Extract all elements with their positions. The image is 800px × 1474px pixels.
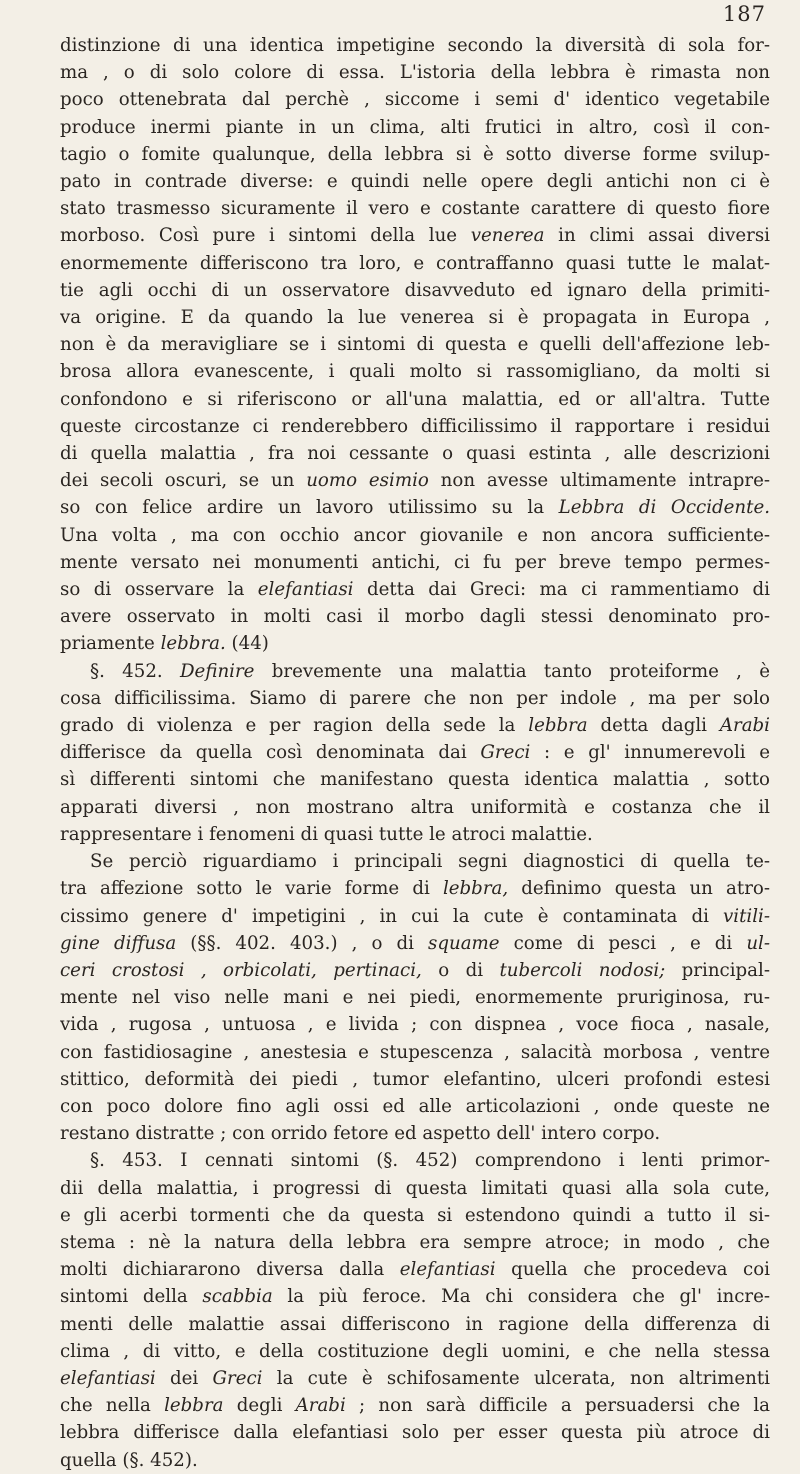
text-run: ma , o di solo colore di essa. L'istoria della lebbra è rimasta non	[60, 62, 770, 84]
text-run: differisce da quella così denominata dai	[60, 742, 481, 764]
text-line	[60, 59, 770, 86]
text-run: con poco dolore fino agli ossi ed alle articolazioni , onde queste ne	[60, 1095, 770, 1117]
text-line	[60, 1365, 770, 1392]
text-line	[60, 658, 770, 685]
text-line	[60, 304, 770, 331]
text-run: mente versato nei monumenti antichi, ci fu per breve tempo permes-	[60, 551, 770, 573]
italic-run: lebbra	[528, 715, 588, 737]
text-run: stato trasmesso sicuramente il vero e costante carattere di questo fiore	[60, 198, 770, 220]
text-run: non avesse ultimamente intrapre-	[428, 470, 770, 492]
text-run: e gli acerbi tormenti che da questa si estendono quindi a tutto il si-	[60, 1204, 770, 1226]
text-run: cissimo genere d' impetigini , in cui la cute è contaminata di	[60, 905, 723, 927]
text-run: la cute è schifosamente ulcerata, non altrimenti	[262, 1367, 770, 1389]
text-run: sì differenti sintomi che manifestano questa identica malattia , sotto	[60, 769, 770, 791]
text-line	[60, 984, 770, 1011]
text-line	[60, 250, 770, 277]
text-line	[60, 386, 770, 413]
text-line	[60, 277, 770, 304]
text-line	[60, 875, 770, 902]
text-run: enormemente differiscono tra loro, e contraffanno quasi tutte le malat-	[60, 252, 770, 274]
text-run: morboso. Così pure i sintomi della lue	[60, 225, 471, 247]
text-run: dei	[155, 1367, 213, 1389]
text-line	[60, 440, 770, 467]
text-run: dei secoli oscuri, se un	[60, 470, 307, 492]
text-run: produce inermi piante in un clima, alti frutici in altro, così il con-	[60, 116, 770, 138]
text-run: distinzione di una identica impetigine secondo la diversità di sola for-	[60, 35, 770, 56]
page-number: 187	[722, 2, 766, 26]
italic-run: lebbra	[164, 1395, 224, 1417]
text-line	[60, 522, 770, 549]
text-run: (§§. 402. 403.) , o di	[176, 932, 428, 954]
text-line	[60, 930, 770, 957]
text-line	[60, 1147, 770, 1174]
italic-run: Lebbra di Occidente.	[558, 497, 770, 519]
text-run: di quella malattia , fra noi cessante o quasi estinta , alle descrizioni	[60, 443, 770, 465]
italic-run: squame	[428, 932, 500, 954]
text-run: grado di violenza e per ragion della sede la	[60, 715, 529, 737]
text-run: apparati diversi , non mostrano altra uniformità e costanza che il	[60, 796, 770, 818]
text-run: quella (§. 452).	[60, 1449, 198, 1471]
text-line	[60, 712, 770, 739]
text-line	[60, 630, 770, 657]
text-run: tagio o fomite qualunque, della lebbra si è sotto diverse forme svilup-	[60, 143, 770, 165]
body-text	[60, 32, 770, 1474]
text-run: avere osservato in molti casi il morbo dagli stessi denominato pro-	[60, 606, 770, 628]
text-run: principal-	[665, 959, 770, 981]
italic-run: venerea	[470, 225, 545, 247]
text-line	[60, 168, 770, 195]
text-line	[60, 1202, 770, 1229]
italic-run: tubercoli nodosi;	[499, 959, 666, 981]
text-line	[60, 141, 770, 168]
text-run: rappresentare i fenomeni di quasi tutte le atroci malattie.	[60, 823, 593, 845]
text-run: mente nel viso nelle mani e nei piedi, enormemente pruriginosa, ru-	[60, 987, 770, 1009]
text-line	[60, 739, 770, 766]
text-line	[60, 1229, 770, 1256]
text-run: : e gl' innumerevoli e	[530, 742, 770, 764]
italic-run: Definire	[179, 660, 255, 682]
text-run: §. 452.	[90, 660, 180, 682]
text-line	[60, 1392, 770, 1419]
text-run: molti dichiararono diversa dalla	[60, 1259, 400, 1281]
text-line	[60, 794, 770, 821]
text-run: in climi assai diversi	[544, 225, 770, 247]
text-run: stittico, deformità dei piedi , tumor elefantino, ulceri profondi estesi	[60, 1068, 770, 1090]
text-line	[60, 32, 770, 59]
italic-run: elefantiasi	[399, 1259, 496, 1281]
text-line	[60, 1093, 770, 1120]
text-run: la più feroce. Ma chi considera che gl' incre-	[272, 1286, 770, 1308]
italic-run: Greci	[212, 1367, 263, 1389]
text-run: quella che procedeva coi	[495, 1259, 770, 1281]
text-run: pato in contrade diverse: e quindi nelle opere degli antichi non ci è	[60, 171, 770, 193]
text-line	[60, 1256, 770, 1283]
italic-run: elefantiasi	[257, 579, 354, 601]
text-line	[60, 576, 770, 603]
text-run: che nella	[60, 1395, 165, 1417]
text-line	[60, 1066, 770, 1093]
text-line	[60, 494, 770, 521]
text-line	[60, 1120, 770, 1147]
text-run: come di pesci , e di	[499, 932, 747, 954]
text-line	[60, 1447, 770, 1474]
text-line	[60, 114, 770, 141]
text-run: stema : nè la natura della lebbra era sempre atroce; in modo , che	[60, 1231, 770, 1253]
text-line	[60, 331, 770, 358]
text-line	[60, 685, 770, 712]
text-run: poco ottenebrata dal perchè , siccome i semi d' identico vegetabile	[60, 89, 770, 111]
text-run: va origine. E da quando la lue venerea si è propagata in Europa ,	[60, 307, 770, 329]
text-line	[60, 413, 770, 440]
italic-run: Greci	[480, 742, 531, 764]
text-run: ; non sarà difficile a persuadersi che la	[345, 1395, 770, 1417]
italic-run: lebbra,	[442, 878, 509, 900]
text-line	[60, 86, 770, 113]
text-run: definimo questa un atro-	[508, 878, 770, 900]
text-run: brevemente una malattia tanto proteiforme , è	[254, 660, 770, 682]
text-run: Se perciò riguardiamo i principali segni diagnostici di quella te-	[90, 851, 770, 873]
text-line	[60, 1283, 770, 1310]
text-run: (44)	[225, 633, 269, 655]
text-line	[60, 766, 770, 793]
text-run: non è da meravigliare se i sintomi di questa e quelli dell'affezione leb-	[60, 334, 770, 356]
italic-run: vitili-	[723, 905, 770, 927]
italic-run: Arabi	[295, 1395, 346, 1417]
text-run: vida , rugosa , untuosa , e livida ; con dispnea , voce fioca , nasale,	[60, 1014, 770, 1036]
text-run: tra affezione sotto le varie forme di	[60, 878, 443, 900]
text-line	[60, 1338, 770, 1365]
text-line	[60, 903, 770, 930]
text-run: dii della malattia, i progressi di questa limitati quasi alla sola cute,	[60, 1177, 770, 1199]
text-line	[60, 467, 770, 494]
text-line	[60, 222, 770, 249]
text-run: clima , di vitto, e della costituzione degli uomini, e che nella stessa	[60, 1340, 770, 1362]
text-run: so di osservare la	[60, 579, 258, 601]
text-run: degli	[223, 1395, 296, 1417]
text-line	[60, 821, 770, 848]
text-line	[60, 1175, 770, 1202]
italic-run: lebbra.	[160, 633, 226, 655]
text-run: cosa difficilissima. Siamo di parere che non per indole , ma per solo	[60, 687, 770, 709]
text-line	[60, 957, 770, 984]
text-line	[60, 358, 770, 385]
text-run: so con felice ardire un lavoro utilissimo su la	[60, 497, 559, 519]
text-line	[60, 848, 770, 875]
text-run: queste circostanze ci renderebbero difficilissimo il rapportare i residui	[60, 415, 770, 437]
italic-run: uomo esimio	[306, 470, 429, 492]
text-line	[60, 195, 770, 222]
italic-run: Arabi	[719, 715, 770, 737]
italic-run: ceri crostosi , orbicolati, pertinaci,	[60, 959, 422, 981]
text-run: sintomi della	[60, 1286, 203, 1308]
text-line	[60, 1419, 770, 1446]
text-run: menti delle malattie assai differiscono in ragione della differenza di	[60, 1313, 770, 1335]
text-run: detta dagli	[587, 715, 720, 737]
text-run: lebbra differisce dalla elefantiasi solo per esser questa più atroce di	[60, 1422, 770, 1444]
italic-run: gine diffusa	[60, 932, 177, 954]
text-run: confondono e si riferiscono or all'una malattia, ed or all'altra. Tutte	[60, 388, 770, 410]
text-line	[60, 603, 770, 630]
text-run: restano distratte ; con orrido fetore ed aspetto dell' intero corpo.	[60, 1123, 661, 1145]
text-run: o di	[421, 959, 500, 981]
italic-run: elefantiasi	[60, 1367, 156, 1389]
text-run: priamente	[60, 633, 161, 655]
text-run: detta dai Greci: ma ci rammentiamo di	[353, 579, 770, 601]
text-run: con fastidiosagine , anestesia e stupescenza , salacità morbosa , ventre	[60, 1041, 770, 1063]
text-run: Una volta , ma con occhio ancor giovanile e non ancora sufficiente-	[60, 524, 770, 546]
text-run: brosa allora evanescente, i quali molto si rassomigliano, da molti si	[60, 361, 770, 383]
text-line	[60, 1011, 770, 1038]
text-run: §. 453. I cennati sintomi (§. 452) comprendono i lenti primor-	[90, 1150, 770, 1172]
text-run: tie agli occhi di un osservatore disavveduto ed ignaro della primiti-	[60, 279, 770, 301]
text-line	[60, 1311, 770, 1338]
text-line	[60, 549, 770, 576]
italic-run: ul-	[746, 932, 770, 954]
text-line	[60, 1039, 770, 1066]
italic-run: scabbia	[202, 1286, 273, 1308]
